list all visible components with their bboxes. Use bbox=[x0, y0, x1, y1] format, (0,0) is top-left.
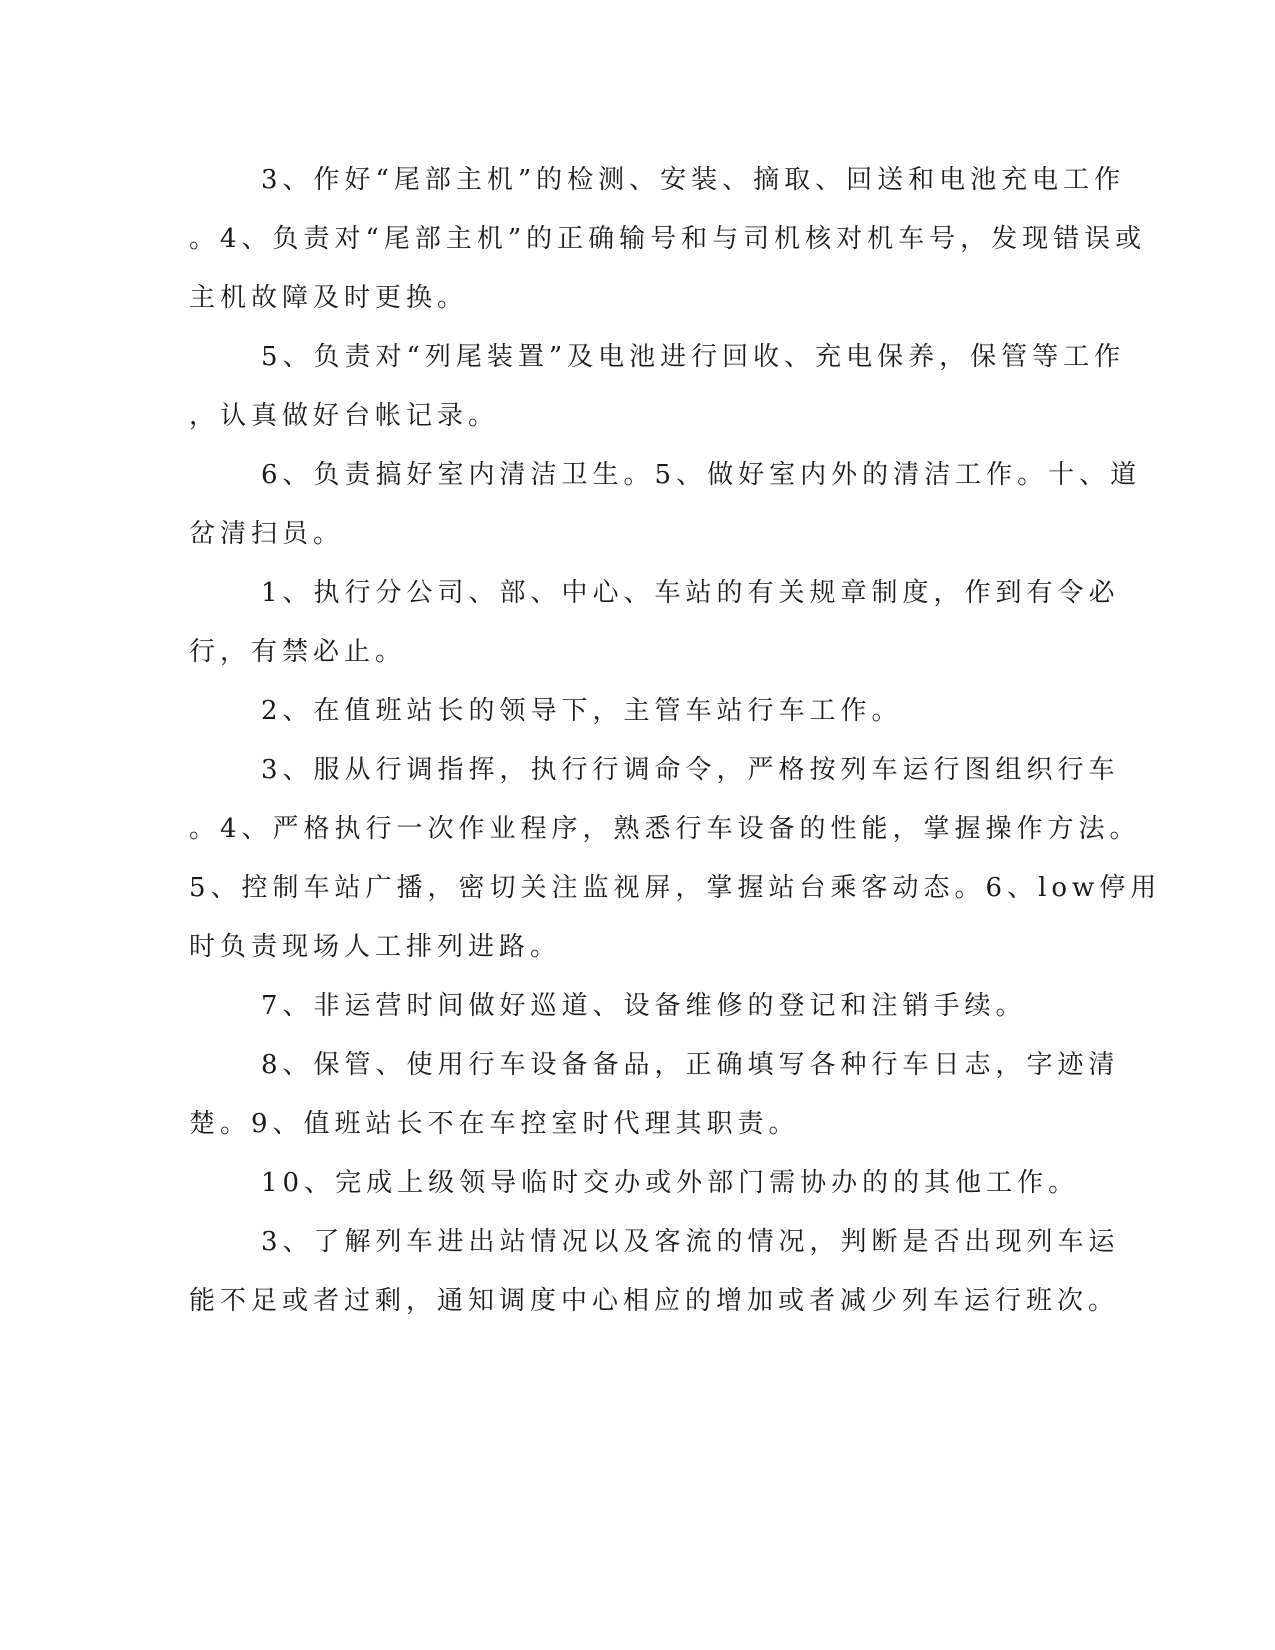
text-line: ，认真做好台帐记录。 bbox=[189, 401, 500, 431]
text-line: 5、控制车站广播，密切关注监视屏，掌握站台乘客动态。6、low停用 bbox=[189, 873, 1162, 903]
text-line: 3、服从行调指挥，执行行调命令，严格按列车运行图组织行车 bbox=[261, 755, 1120, 785]
text-line: 楚。9、值班站长不在车控室时代理其职责。 bbox=[189, 1109, 800, 1139]
text-line: 5、负责对“列尾装置”及电池进行回收、充电保养，保管等工作 bbox=[261, 342, 1126, 372]
text-line: 时负责现场人工排列进路。 bbox=[189, 932, 562, 962]
text-line: 主机故障及时更换。 bbox=[189, 283, 469, 313]
text-line: 行，有禁必止。 bbox=[189, 637, 407, 667]
text-line: 8、保管、使用行车设备备品，正确填写各种行车日志，字迹清 bbox=[261, 1050, 1120, 1080]
text-line: 6、负责搞好室内清洁卫生。5、做好室内外的清洁工作。十、道 bbox=[261, 460, 1142, 490]
text-line: 7、非运营时间做好巡道、设备维修的登记和注销手续。 bbox=[261, 991, 1027, 1021]
text-line: 岔清扫员。 bbox=[189, 519, 345, 549]
text-line: 3、作好“尾部主机”的检测、安装、摘取、回送和电池充电工作 bbox=[261, 165, 1126, 195]
text-line: 10、完成上级领导临时交办或外部门需协办的的其他工作。 bbox=[261, 1168, 1080, 1198]
text-line: 3、了解列车进出站情况以及客流的情况，判断是否出现列车运 bbox=[261, 1227, 1120, 1257]
text-line: 1、执行分公司、部、中心、车站的有关规章制度，作到有令必 bbox=[261, 578, 1120, 608]
text-line: 。4、负责对“尾部主机”的正确输号和与司机核对机车号，发现错误或 bbox=[189, 224, 1147, 254]
text-line: 。4、严格执行一次作业程序，熟悉行车设备的性能，掌握操作方法。 bbox=[189, 814, 1141, 844]
text-line: 能不足或者过剩，通知调度中心相应的增加或者减少列车运行班次。 bbox=[189, 1286, 1120, 1316]
text-line: 2、在值班站长的领导下，主管车站行车工作。 bbox=[261, 696, 903, 726]
